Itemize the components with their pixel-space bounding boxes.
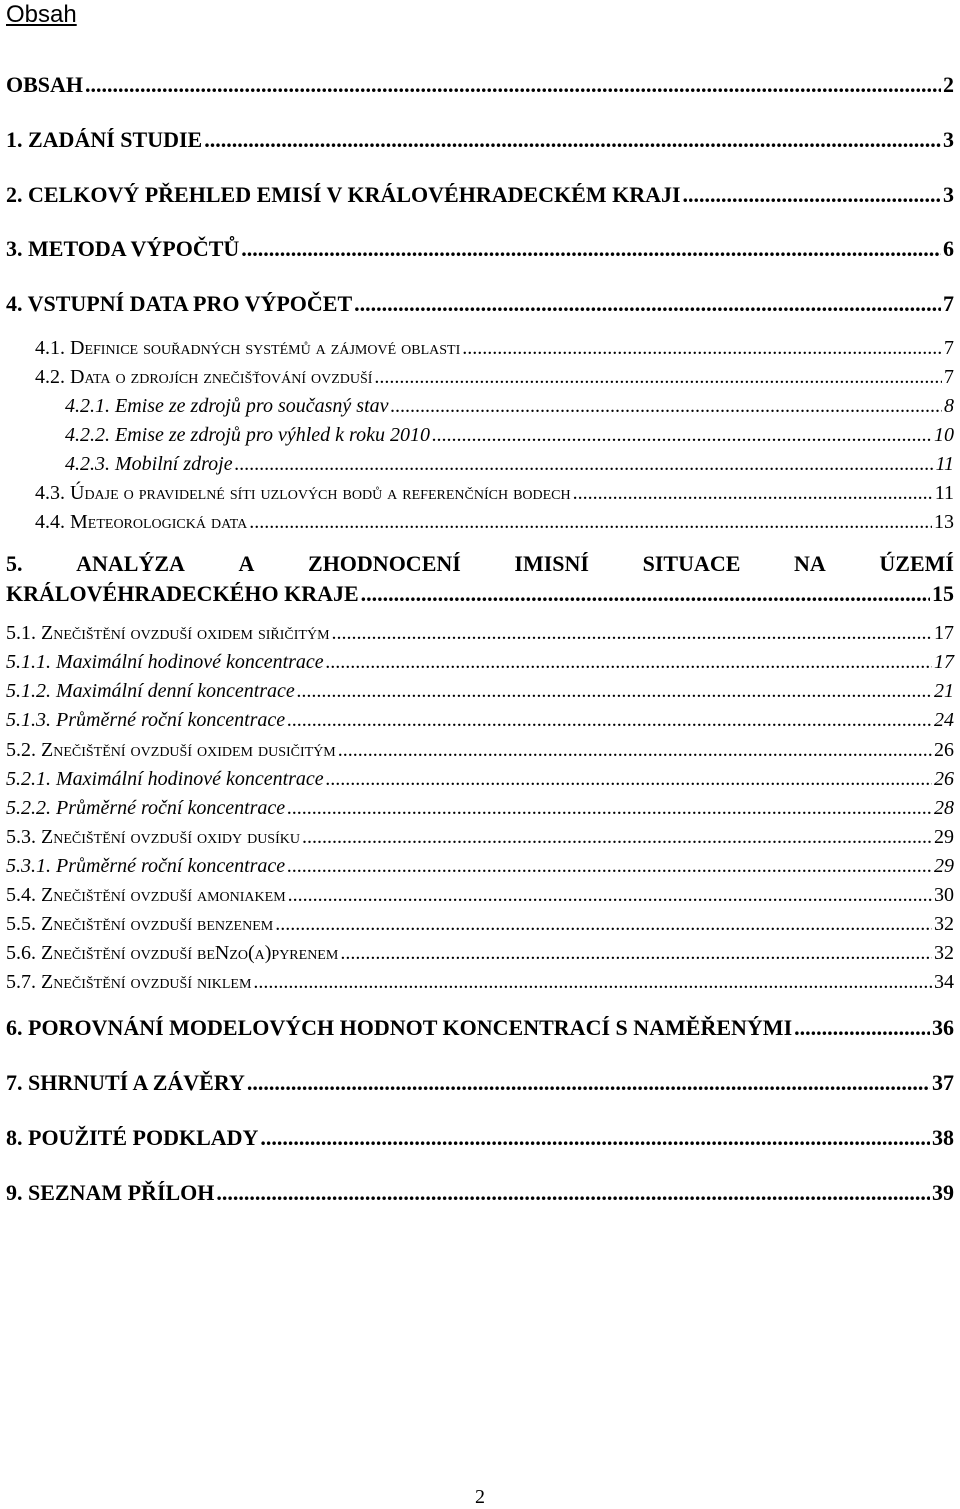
- toc-entry-label: 5.1.3. Průměrné roční koncentrace: [6, 709, 286, 731]
- toc-entry-5-6[interactable]: [6, 942, 954, 965]
- toc-leader-dots: [374, 366, 942, 389]
- toc-entry-6[interactable]: [6, 1015, 954, 1041]
- toc-leader-dots: [361, 581, 930, 607]
- toc-entry-label: 1. ZADÁNÍ STUDIE: [6, 127, 203, 152]
- toc-leader-dots: [275, 913, 932, 936]
- toc-leader-dots: [247, 1070, 930, 1096]
- toc-entry-5[interactable]: [6, 551, 954, 577]
- toc-entry-label: 5.1.1. Maximální hodinové koncentrace: [6, 651, 324, 673]
- toc-entry-label: 5.2.2. Průměrné roční koncentrace: [6, 797, 286, 819]
- toc-leader-dots: [288, 884, 932, 907]
- toc-entry-label: 5.6. Znečištění ovzduší beNzo(a)pyrenem: [6, 942, 339, 964]
- toc-entry-4-2-3[interactable]: [65, 453, 954, 476]
- toc-entry-label: 5.1. Znečištění ovzduší oxidem siřičitým: [6, 622, 330, 644]
- toc-entry-label: 2. CELKOVÝ PŘEHLED EMISÍ V KRÁLOVÉHRADECKÉM KRAJI: [6, 182, 681, 207]
- toc-leader-dots: [287, 855, 932, 878]
- toc-leader-dots: [391, 395, 943, 418]
- toc-entry-label: 3. METODA VÝPOČTŮ: [6, 236, 240, 261]
- toc-entry-page: 10: [934, 424, 954, 446]
- toc-leader-dots: [338, 739, 932, 762]
- toc-entry-label: 5.2. Znečištění ovzduší oxidem dusičitým: [6, 739, 336, 761]
- toc-entry-page: 7: [944, 337, 954, 359]
- toc-entry-page: 28: [934, 797, 954, 819]
- toc-entry-page: 11: [934, 482, 954, 504]
- toc-entry-label: OBSAH: [6, 72, 84, 97]
- toc-entry-page: 29: [934, 826, 954, 848]
- toc-leader-dots: [302, 826, 932, 849]
- toc-word: A: [238, 551, 255, 576]
- toc-entry-5-7[interactable]: [6, 971, 954, 994]
- footer-page-number: 2: [475, 1486, 485, 1508]
- toc-entry-page: 30: [934, 884, 954, 906]
- toc-entry-label: 4.2.2. Emise ze zdrojů pro výhled k roku 2010: [65, 424, 430, 446]
- toc-entry-5-1-1[interactable]: [6, 651, 954, 674]
- toc-entry-label: 5.2.1. Maximální hodinové koncentrace: [6, 768, 324, 790]
- toc-entry-page: 34: [934, 971, 954, 993]
- toc-entry-label: 5.3. Znečištění ovzduší oxidy dusíku: [6, 826, 300, 848]
- toc-leader-dots: [326, 651, 932, 674]
- toc-entry-label: 4. VSTUPNÍ DATA PRO VÝPOČET: [6, 291, 353, 316]
- toc-entry-label: 4.2.3. Mobilní zdroje: [65, 453, 233, 475]
- toc-word: SITUACE: [642, 551, 741, 576]
- toc-entry-page: 39: [932, 1180, 954, 1205]
- toc-leader-dots: [287, 797, 932, 820]
- toc-word: ÚZEMÍ: [879, 551, 954, 576]
- toc-leader-dots: [432, 424, 932, 447]
- toc-entry-label: 8. POUŽITÉ PODKLADY: [6, 1125, 259, 1150]
- toc-entry-7[interactable]: [6, 1070, 954, 1096]
- toc-leader-dots: [462, 337, 942, 360]
- toc-entry-page: 2: [943, 72, 954, 97]
- toc-entry-page: 37: [932, 1070, 954, 1095]
- toc-entry-page: 7: [943, 291, 954, 316]
- toc-entry-5-line1: [6, 551, 954, 577]
- toc-leader-dots: [573, 482, 933, 505]
- toc-entry-5-2-1[interactable]: [6, 768, 954, 791]
- toc-entry-label: 5.5. Znečištění ovzduší benzenem: [6, 913, 274, 935]
- toc-entry-label: 5.3.1. Průměrné roční koncentrace: [6, 855, 286, 877]
- toc-entry-5-3[interactable]: [6, 826, 954, 849]
- toc-entry-label: 5.4. Znečištění ovzduší amoniakem: [6, 884, 286, 906]
- toc-entry-label: 4.3. Údaje o pravidelné síti uzlových bodů a referenčních bodech: [35, 482, 571, 504]
- toc-leader-dots: [332, 622, 932, 645]
- toc-entry-label: 4.4. Meteorologická data: [35, 511, 248, 533]
- toc-leader-dots: [287, 709, 932, 732]
- toc-entry-9[interactable]: [6, 1180, 954, 1206]
- toc-entry-1[interactable]: [6, 127, 954, 153]
- toc-entry-label: 5.1.2. Maximální denní koncentrace: [6, 680, 295, 702]
- toc-entry-4[interactable]: [6, 291, 954, 317]
- toc-leader-dots: [260, 1125, 930, 1151]
- toc-leader-dots: [326, 768, 932, 791]
- toc-entry-page: 3: [943, 182, 954, 207]
- toc-entry-page: 15: [932, 581, 954, 606]
- toc-entry-2[interactable]: [6, 182, 954, 208]
- toc-leader-dots: [794, 1015, 930, 1041]
- toc-entry-8[interactable]: [6, 1125, 954, 1151]
- toc-leader-dots: [249, 511, 932, 534]
- toc-entry-5-5[interactable]: [6, 913, 954, 936]
- toc-entry-page: 32: [934, 942, 954, 964]
- toc-entry-page: 38: [932, 1125, 954, 1150]
- toc-word: 5.: [6, 551, 23, 576]
- toc-entry-4-2-2[interactable]: [65, 424, 954, 447]
- toc-entry-label: 4.2.1. Emise ze zdrojů pro současný stav: [65, 395, 389, 417]
- toc-entry-page: 13: [934, 511, 954, 533]
- toc-entry-page: 32: [934, 913, 954, 935]
- toc-entry-4-4[interactable]: [35, 511, 954, 534]
- toc-entry-page: 6: [943, 236, 954, 261]
- toc-entry-label: 4.1. Definice souřadných systémů a zájmové oblasti: [35, 337, 461, 359]
- toc-word: ZHODNOCENÍ: [308, 551, 461, 576]
- toc-leader-dots: [235, 453, 934, 476]
- page-heading: Obsah: [6, 1, 77, 28]
- toc-entry-page: 7: [944, 366, 954, 388]
- toc-entry-page: 21: [934, 680, 954, 702]
- toc-entry-page: 11: [935, 453, 954, 475]
- toc-word: NA: [794, 551, 826, 576]
- toc-leader-dots: [253, 971, 932, 994]
- toc-word: IMISNÍ: [514, 551, 589, 576]
- toc-leader-dots: [216, 1180, 930, 1206]
- toc-entry-page: 29: [934, 855, 954, 877]
- toc-entry-3[interactable]: [6, 236, 954, 262]
- toc-entry-5-1[interactable]: [6, 622, 954, 645]
- toc-entry-label: 4.2. Data o zdrojích znečišťování ovzduší: [35, 366, 373, 388]
- toc-entry-page: 17: [934, 651, 954, 673]
- toc-entry-obsah[interactable]: [6, 72, 954, 98]
- toc-leader-dots: [340, 942, 932, 965]
- toc-entry-5-1-2[interactable]: [6, 680, 954, 703]
- toc-entry-page: 8: [944, 395, 954, 417]
- toc-entry-label: KRÁLOVÉHRADECKÉHO KRAJE: [6, 581, 359, 606]
- toc-entry-page: 26: [934, 768, 954, 790]
- toc-entry-5-2-2[interactable]: [6, 797, 954, 820]
- toc-leader-dots: [297, 680, 932, 703]
- toc-entry-4-3[interactable]: [35, 482, 954, 505]
- toc-entry-label: 6. POROVNÁNÍ MODELOVÝCH HODNOT KONCENTRACÍ S NAMĚŘENÝMI: [6, 1015, 793, 1040]
- toc-entry-4-2[interactable]: [35, 366, 954, 389]
- toc-entry-page: 26: [934, 739, 954, 761]
- toc-entry-4-2-1[interactable]: [65, 395, 954, 418]
- toc-leader-dots: [354, 291, 941, 317]
- toc-entry-label: 5.7. Znečištění ovzduší niklem: [6, 971, 252, 993]
- toc-entry-4-1[interactable]: [35, 337, 954, 360]
- toc-leader-dots: [204, 127, 941, 153]
- toc-leader-dots: [241, 236, 941, 262]
- toc-entry-page: 17: [934, 622, 954, 644]
- toc-entry-label: 7. SHRNUTÍ A ZÁVĚRY: [6, 1070, 245, 1095]
- toc-entry-page: 36: [932, 1015, 954, 1040]
- toc-leader-dots: [85, 72, 941, 98]
- toc-leader-dots: [683, 182, 941, 208]
- toc-entry-5-1-3[interactable]: [6, 709, 954, 732]
- toc-word: ANALÝZA: [76, 551, 185, 576]
- toc-entry-page: 3: [943, 127, 954, 152]
- toc-entry-5-3-1[interactable]: [6, 855, 954, 878]
- toc-entry-5-2[interactable]: [6, 739, 954, 762]
- toc-entry-5-4[interactable]: [6, 884, 954, 907]
- toc-entry-5-line2[interactable]: [6, 581, 954, 607]
- toc-entry-page: 24: [934, 709, 954, 731]
- toc-entry-label: 9. SEZNAM PŘÍLOH: [6, 1180, 215, 1205]
